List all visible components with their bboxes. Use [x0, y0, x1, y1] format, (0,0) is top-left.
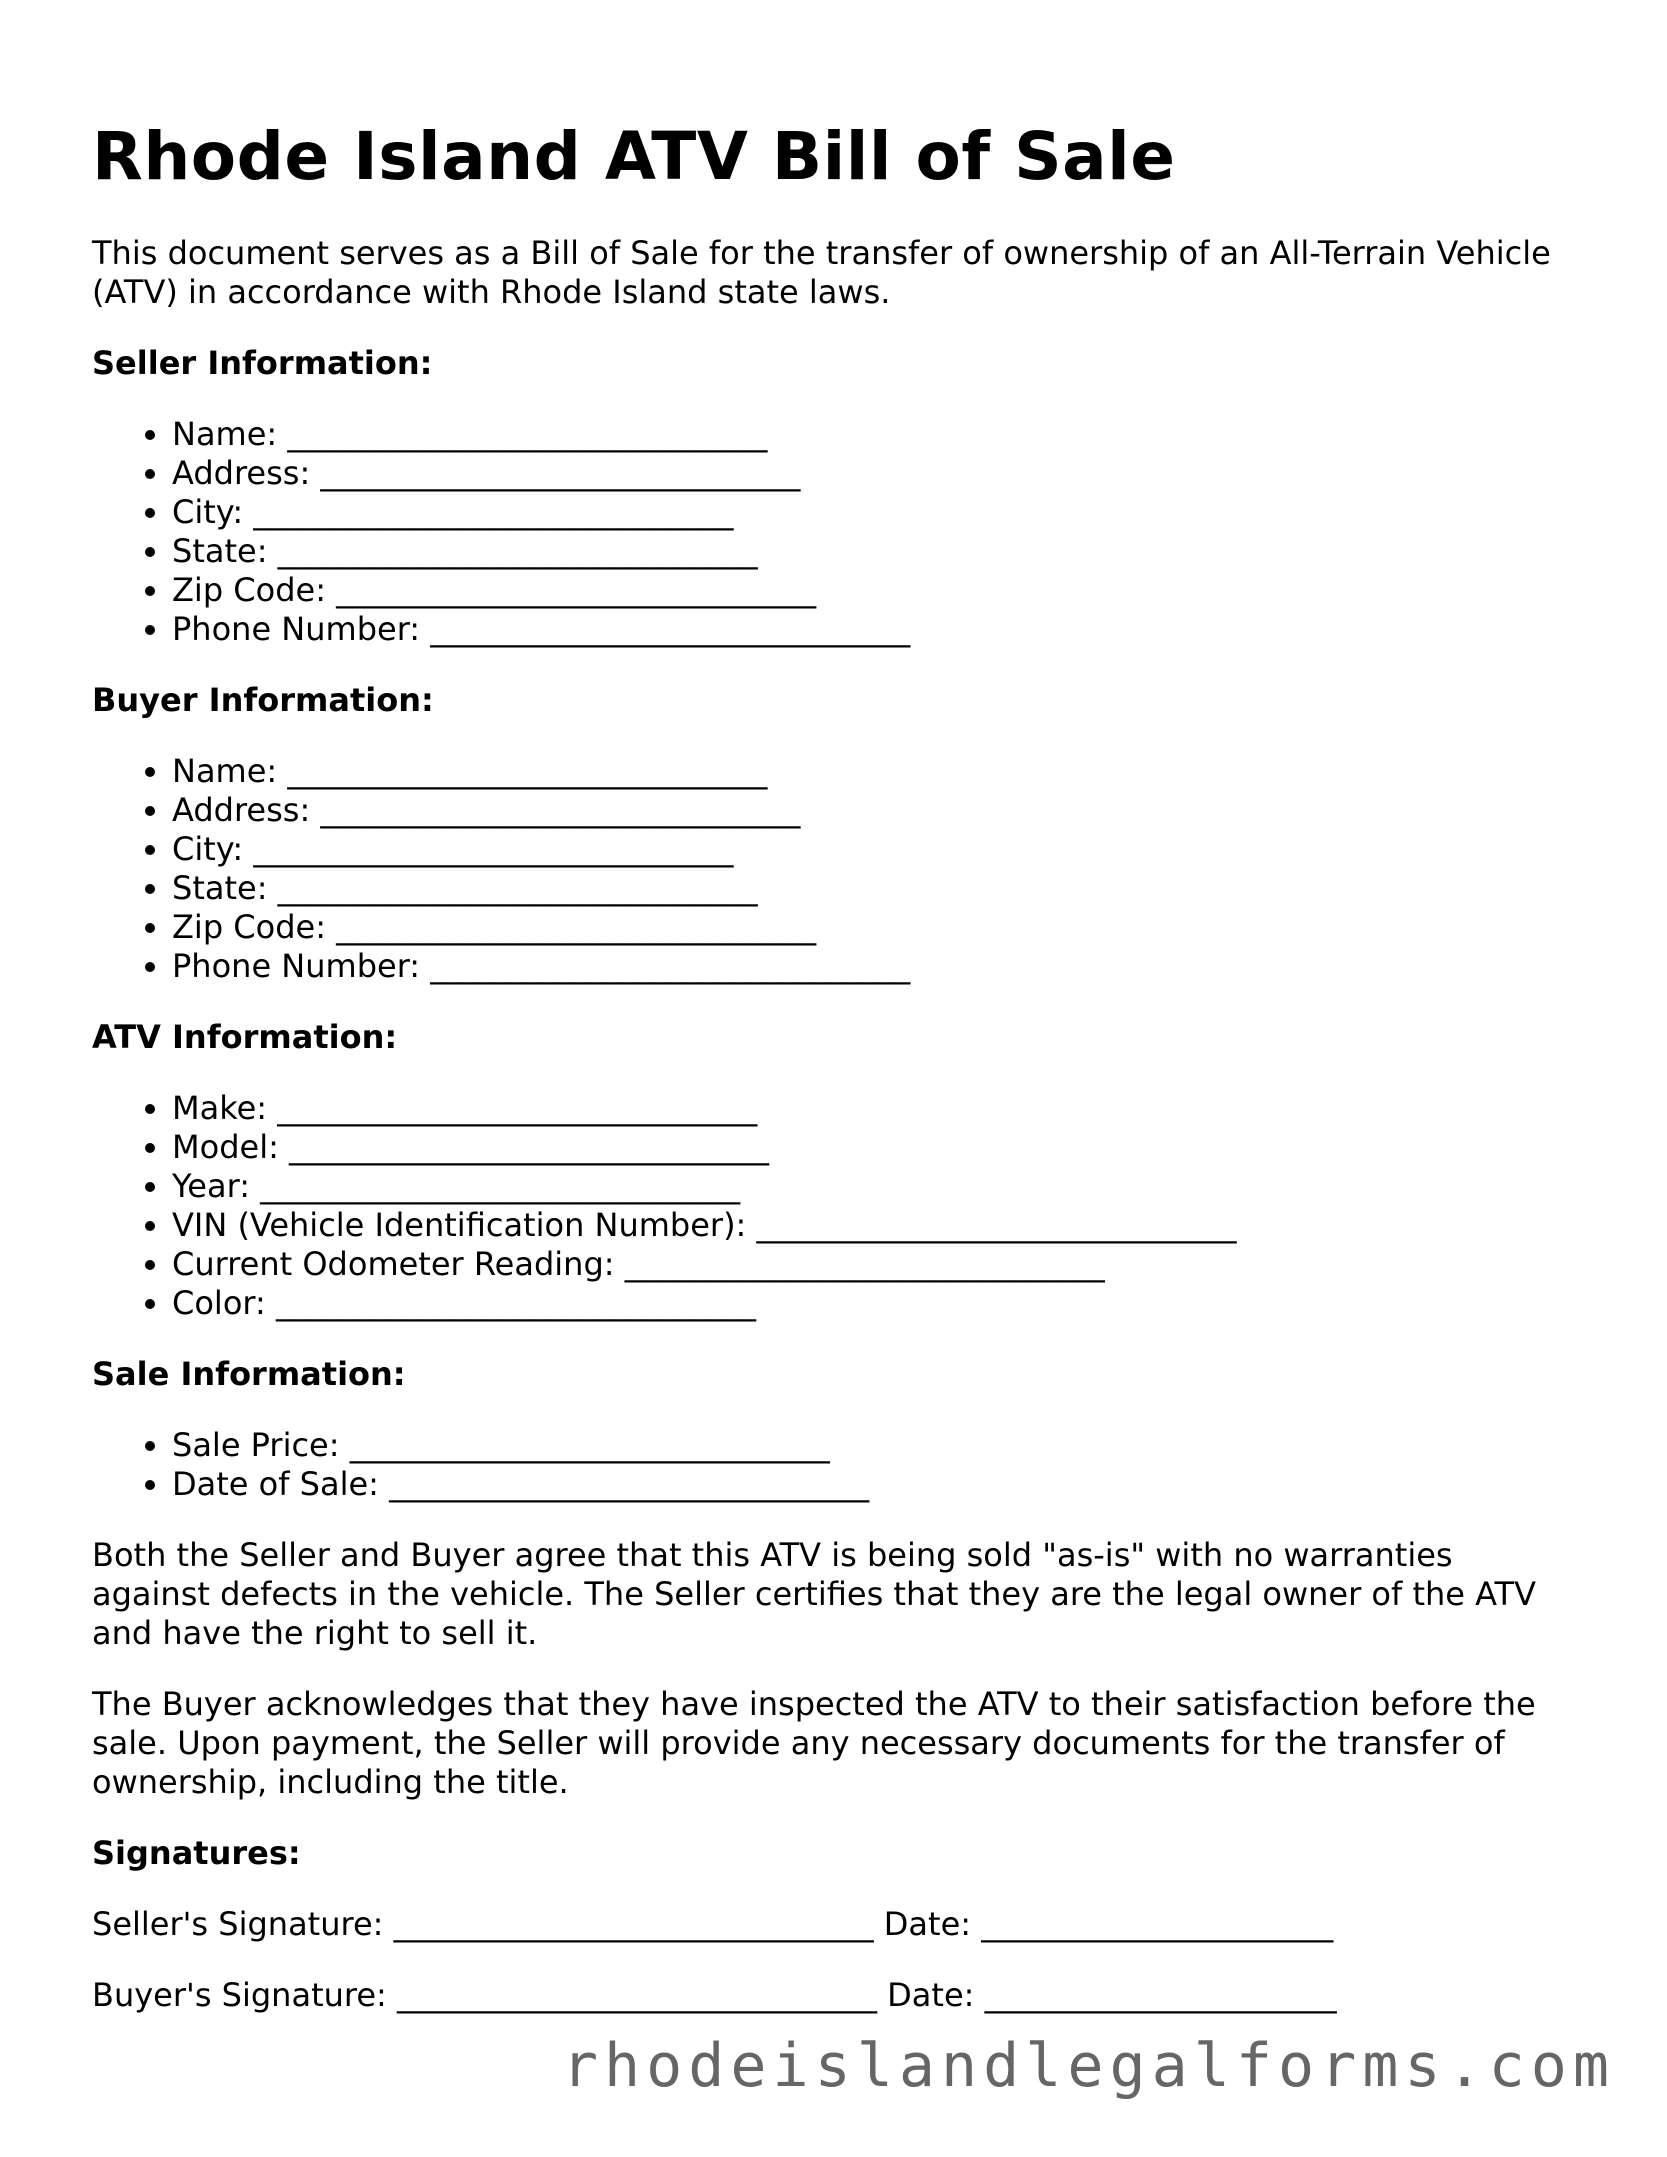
signatures-section-heading: Signatures: — [92, 1834, 301, 1872]
atv-model-field: • Model: ______________________________ — [172, 1128, 1572, 1167]
buyer-address-field: • Address: ______________________________ — [172, 791, 1572, 830]
atv-year-field: • Year: ______________________________ — [172, 1167, 1572, 1206]
seller-name-field: • Name: ______________________________ — [172, 415, 1572, 454]
as-is-clause: Both the Seller and Buyer agree that this ATV is being sold "as-is" with no warranties against defects in the vehicle. The Seller certifies that they are the legal owner of the ATV and have the right to sell it. — [92, 1536, 1536, 1652]
seller-state-field: • State: ______________________________ — [172, 532, 1572, 571]
buyer-phone-field: • Phone Number: ______________________________ — [172, 947, 1572, 986]
buyer-name-field: • Name: ______________________________ — [172, 752, 1572, 791]
atv-odometer-field: • Current Odometer Reading: ______________________________ — [172, 1245, 1572, 1284]
atv-vin-field: • VIN (Vehicle Identification Number): ______________________________ — [172, 1206, 1572, 1245]
inspection-clause: The Buyer acknowledges that they have inspected the ATV to their satisfaction before the sale. Upon payment, the Seller will provide any necessary documents for the transfer of ownership, including the title. — [92, 1685, 1536, 1801]
buyer-field-list — [92, 752, 1572, 986]
buyer-state-field: • State: ______________________________ — [172, 869, 1572, 908]
buyer-city-field: • City: ______________________________ — [172, 830, 1572, 869]
site-watermark: rhodeislandlegalforms.com — [561, 2031, 1615, 2101]
buyer-signature-line: Buyer's Signature: ______________________________ Date: ______________________ — [92, 1976, 1337, 2014]
seller-city-field: • City: ______________________________ — [172, 493, 1572, 532]
document-page — [92, 112, 1572, 2015]
seller-phone-field: • Phone Number: ______________________________ — [172, 610, 1572, 649]
sale-section-heading: Sale Information: — [92, 1355, 406, 1393]
atv-section-heading: ATV Information: — [92, 1018, 398, 1056]
seller-address-field: • Address: ______________________________ — [172, 454, 1572, 493]
atv-make-field: • Make: ______________________________ — [172, 1089, 1572, 1128]
page-title: Rhode Island ATV Bill of Sale — [92, 118, 1176, 195]
buyer-section-heading: Buyer Information: — [92, 681, 434, 719]
seller-zip-field: • Zip Code: ______________________________ — [172, 571, 1572, 610]
atv-color-field: • Color: ______________________________ — [172, 1284, 1572, 1323]
seller-field-list — [92, 415, 1572, 649]
intro-paragraph: This document serves as a Bill of Sale for the transfer of ownership of an All-Terrain Vehicle (ATV) in accordance with Rhode Island state laws. — [92, 234, 1551, 311]
seller-signature-line: Seller's Signature: ______________________________ Date: ______________________ — [92, 1905, 1334, 1943]
sale-price-field: • Sale Price: ______________________________ — [172, 1426, 1572, 1465]
sale-field-list — [92, 1426, 1572, 1504]
atv-field-list — [92, 1089, 1572, 1323]
seller-section-heading: Seller Information: — [92, 344, 433, 382]
buyer-zip-field: • Zip Code: ______________________________ — [172, 908, 1572, 947]
sale-date-field: • Date of Sale: ______________________________ — [172, 1465, 1572, 1504]
